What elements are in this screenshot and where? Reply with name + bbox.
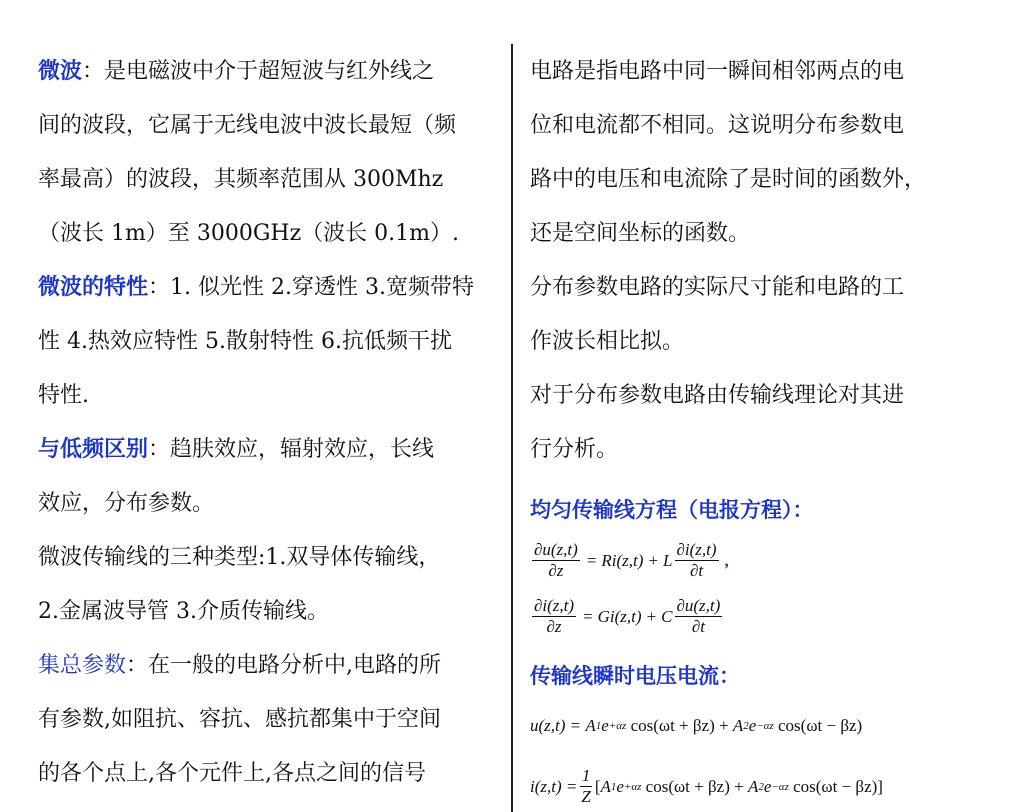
paragraph-line: 与低频区别：趋肤效应，辐射效应，长线: [38, 437, 435, 462]
paragraph-line: 率最高）的波段，其频率范围从 300Mhz: [38, 167, 444, 192]
paragraph-line: 对于分布参数电路由传输线理论对其进: [530, 383, 905, 408]
paragraph-line: 行分析。: [530, 437, 619, 462]
fraction: $\frac{\partial i(z,t)}{\partial t}$: [676, 540, 717, 580]
paragraph-line: 路中的电压和电流除了是时间的函数外，: [530, 167, 927, 192]
term-lumped-parameters: 集总参数: [38, 653, 127, 678]
paragraph-line: 微波：是电磁波中介于超短波与红外线之: [38, 59, 435, 84]
paragraph-line: 效应，分布参数。: [38, 491, 215, 516]
paragraph-line: 间的波段，它属于无线电波中波长最短（频: [38, 113, 457, 138]
equation-instantaneous-voltage: u(z,t) = A 1 e +αz cos(ωt + βz) + A 2 e −αz cos(ωt − βz): [530, 716, 863, 735]
paragraph-line: 分布参数电路的实际尺寸能和电路的工: [530, 275, 905, 300]
fraction: $\frac{\partial i(z,t)}{\partial z}$: [534, 596, 575, 636]
paragraph-line: （波长 1m）至 3000GHz（波长 0.1m）.: [38, 221, 460, 246]
paragraph-line: 的各个点上,各个元件上,各点之间的信号: [38, 761, 426, 786]
column-divider: [511, 44, 513, 812]
term-microwave-properties: 微波的特性: [38, 275, 149, 300]
paragraph-line: 还是空间坐标的函数。: [530, 221, 751, 246]
term-microwave: 微波: [38, 59, 83, 84]
equation-instantaneous-current: i(z,t) = $\frac{1}{Z}$ [ A 1 e +αz cos(ωt + βz) + A 2 e −αz cos(ωt − βz)]: [530, 766, 883, 806]
equation-telegraph-voltage: $\frac{\partial u(z,t)}{\partial z}$ = Ri(z,t) + L $\frac{\partial i(z,t)}{\partial t}$ ,: [534, 540, 729, 580]
equation-telegraph-current: $\frac{\partial i(z,t)}{\partial z}$ = Gi(z,t) + C $\frac{\partial u(z,t)}{\partial t}$: [534, 596, 721, 636]
paragraph-line: 位和电流都不相同。这说明分布参数电: [530, 113, 905, 138]
paragraph-line: 作波长相比拟。: [530, 329, 685, 354]
paragraph-line: 2.金属波导管 3.介质传输线。: [38, 599, 329, 624]
paragraph-line: 性 4.热效应特性 5.散射特性 6.抗低频干扰: [38, 329, 452, 354]
section-heading-instantaneous-voltage-current: 传输线瞬时电压电流：: [530, 664, 740, 688]
fraction: $\frac{\partial u(z,t)}{\partial t}$: [676, 596, 721, 636]
paragraph-line: 有参数,如阻抗、容抗、感抗都集中于空间: [38, 707, 441, 732]
paragraph-line: 电路是指电路中同一瞬间相邻两点的电: [530, 59, 905, 84]
fraction: $\frac{1}{Z}$: [581, 766, 591, 806]
paragraph-line: 微波传输线的三种类型:1.双导体传输线，: [38, 545, 441, 570]
section-heading-telegraph-equations: 均匀传输线方程（电报方程）：: [530, 498, 814, 522]
paragraph-line: 微波的特性：1. 似光性 2.穿透性 3.宽频带特: [38, 275, 474, 300]
paragraph-line: 特性.: [38, 383, 89, 408]
paragraph-line: 集总参数：在一般的电路分析中,电路的所: [38, 653, 442, 678]
fraction: $\frac{\partial u(z,t)}{\partial z}$: [534, 540, 578, 580]
term-low-frequency-difference: 与低频区别: [38, 437, 149, 462]
